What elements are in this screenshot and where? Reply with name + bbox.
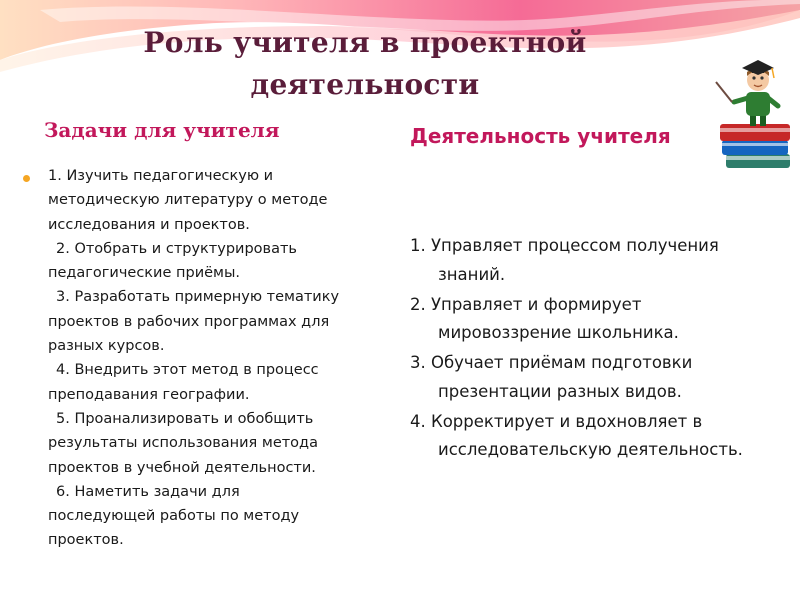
tasks-line: проектов в учебной деятельности.	[48, 459, 316, 476]
bullet-icon	[23, 175, 30, 182]
tasks-line: методическую литературу о методе	[48, 192, 328, 209]
tasks-list	[48, 164, 388, 553]
tasks-line: проектов.	[48, 532, 124, 549]
tasks-line: исследования и проектов.	[48, 216, 250, 233]
teacher-on-books-icon	[712, 56, 796, 174]
tasks-line: последующей работы по методу	[48, 508, 300, 525]
tasks-line: преподавания географии.	[48, 386, 250, 403]
activity-heading: Деятельность учителя	[410, 124, 671, 148]
tasks-line: 4. Внедрить этот метод в процесс	[56, 362, 319, 379]
tasks-heading: Задачи для учителя	[44, 118, 280, 142]
tasks-line: разных курсов.	[48, 338, 165, 355]
activity-list	[410, 232, 770, 466]
tasks-line: проектов в рабочих программах для	[48, 313, 330, 330]
activity-item: 2. Управляет и формирует мировоззрение школьника.	[410, 294, 679, 342]
slide-title: Роль учителя в проектной деятельности	[143, 26, 587, 101]
tasks-line: 3. Разработать примерную тематику	[56, 289, 340, 306]
tasks-line: 1. Изучить педагогическую и	[48, 168, 274, 184]
tasks-line: 2. Отобрать и структурировать	[56, 240, 297, 257]
tasks-line: результаты использования метода	[48, 435, 318, 452]
activity-item: 3. Обучает приёмам подготовки презентации разных видов.	[410, 353, 693, 401]
tasks-line: педагогические приёмы.	[48, 265, 241, 282]
activity-item: 1. Управляет процессом получения знаний.	[410, 236, 719, 284]
activity-item: 4. Корректирует и вдохновляет в исследовательскую деятельность.	[410, 411, 743, 459]
tasks-line: 5. Проанализировать и обобщить	[56, 410, 314, 427]
tasks-line: 6. Наметить задачи для	[56, 483, 240, 500]
